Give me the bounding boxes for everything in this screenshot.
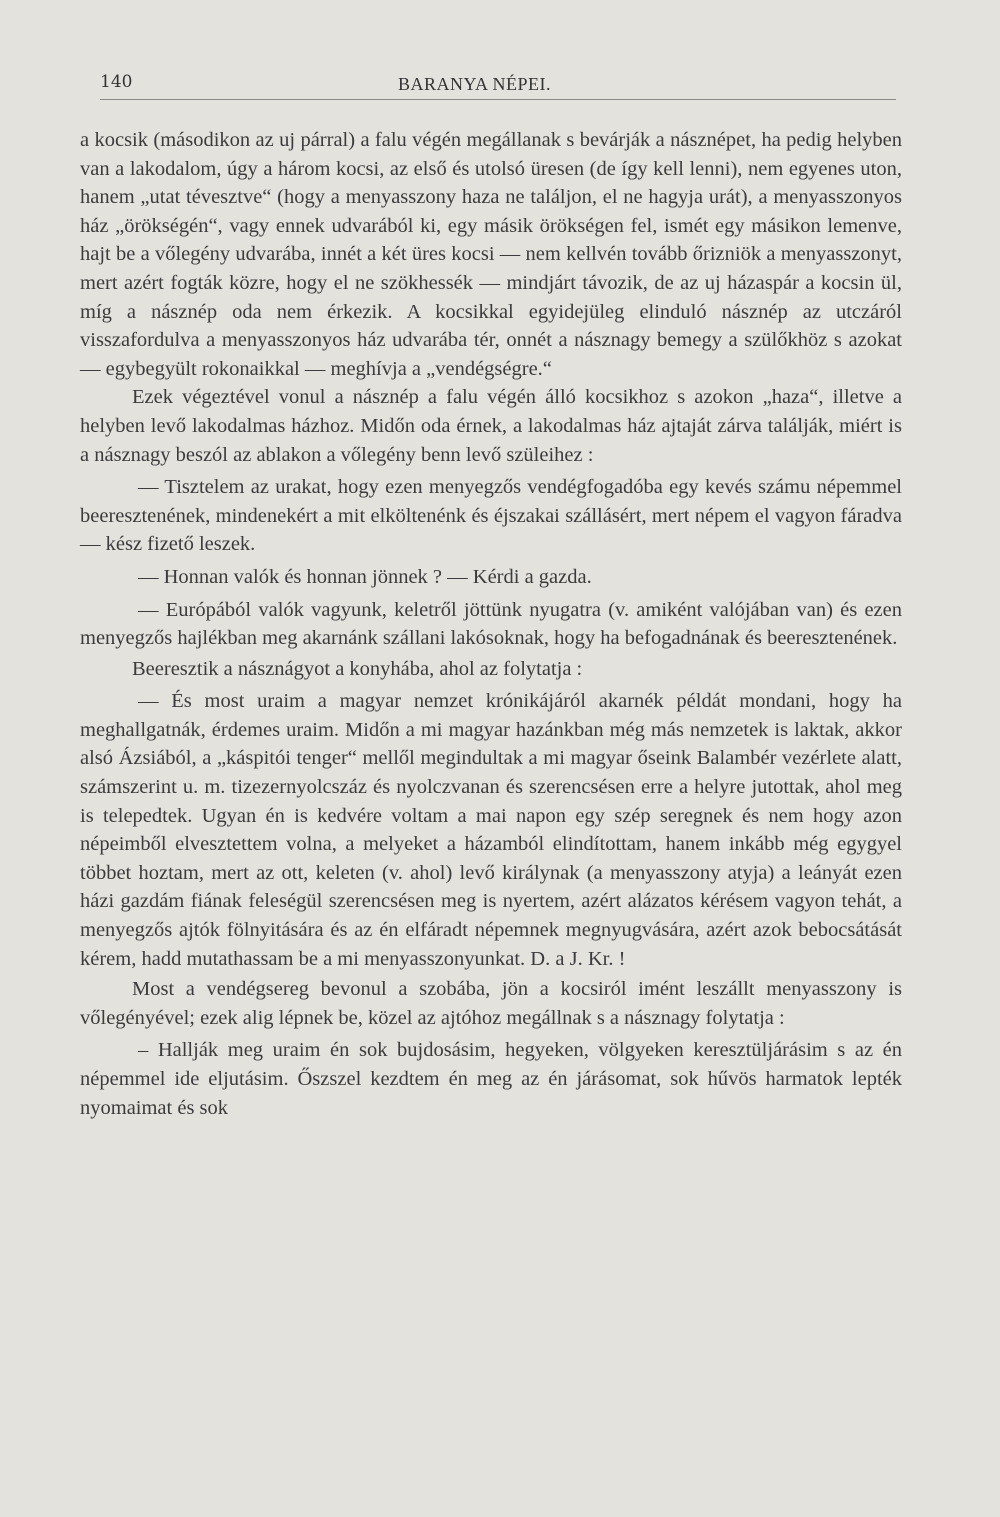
body-text (80, 126, 902, 1122)
running-title: BARANYA NÉPEI. (398, 74, 552, 94)
paragraph: — Európából valók vagyunk, keletről jöttünk nyugatra (v. amiként valójában van) és ezen menyegzős hajlékban meg akarnánk szállani lakósoknak, hogy ha befogadnának és beeresztenének. (80, 598, 902, 650)
paragraph: Beeresztik a násznágyot a konyhába, ahol az folytatja : (132, 657, 583, 680)
paragraph: a kocsik (másodikon az uj párral) a falu végén megállanak s bevárják a násznépet, ha pedig helyben van a lakodalom, úgy a három kocsi, az első és utolsó üresen (de így kell lenni), nem egyenes uton, hanem „utat tévesztve“ (hogy a menyasszony haza ne találjon, el ne hagyja urát), a menyasszonyos ház „örökségén“, vagy ennek udvarából ki, egy másik örökségen fel, ismét egy másikon lemenve, hajt be a vőlegény udvarába, innét a két üres kocsi — nem kellvén tovább őrizniök a menyasszonyt, mert azért fogták közre, hogy el ne szökhessék — mindjárt távozik, de az uj házaspár a kocsin ül, míg a násznép oda nem érkezik. A kocsikkal egyidejüleg elinduló násznép az utczáról visszafordulva a menyasszonyos ház udvarába tér, onnét a násznagy bemegy a szülőkhöz s azokat — egybegyült rokonaikkal — meghívja a „vendégségre.“ (80, 129, 902, 380)
paragraph: Ezek végeztével vonul a násznép a falu végén álló kocsikhoz s azokon „haza“, illetve a helyben levő lakodalmas házhoz. Midőn oda érnek, a lakodalmas ház ajtaját zárva találják, miért is a násznagy beszól az ablakon a vőlegény benn levő szüleihez : (80, 386, 902, 466)
page-header (100, 72, 895, 96)
page-number: 140 (100, 72, 133, 92)
paragraph: Most a vendégsereg bevonul a szobába, jön a kocsiról imént leszállt menyasszony is vőlegényével; ezek alig lépnek be, közel az ajtóhoz megállnak s a násznagy folytatja : (80, 978, 902, 1029)
header-rule (100, 99, 896, 100)
paragraph: – Hallják meg uraim én sok bujdosásim, hegyeken, völgyeken keresztüljárásim s az én népemmel ide eljutásim. Őszszel kezdtem én meg az én járásomat, sok hűvös harmatok lepték nyomaimat és sok (80, 1039, 902, 1119)
paragraph: — És most uraim a magyar nemzet krónikájáról akarnék példát mondani, hogy ha meghallgatnák, érdemes uraim. Midőn a mi magyar hazánkban még más nemzetek is laktak, akkor alsó Ázsiából, a „káspitói tenger“ mellől megindultak a mi magyar őseink Balambér vezérlete alatt, számszerint u. m. tizezernyolcszáz és nyolczvanan és szerencsésen erre a helyre jutottak, ahol meg is telepedtek. Ugyan én is kedvére voltam a mai napon egy szép seregnek és nem hogy azon népeimből elvesztettem volna, a melyeket a házamból elindítottam, hanem inkább még egygyel többet hoztam, mert az ott, keleten (v. ahol) levő királynak (a menyasszony atyja) a leányát ezen házi gazdám fiának feleségül szerencsésen meg is nyertem, azért alázatos kérésem vagyon tehát, a menyegzős ajtók fölnyitására és az én elfáradt népemnek megnyugvására, azért azok bebocsátását kérem, hadd mutathassam be a mi menyasszonyunkat. D. a J. Kr. ! (80, 690, 902, 970)
paragraph: — Tisztelem az urakat, hogy ezen menyegzős vendégfogadóba egy kevés számu népemmel beeresztenének, mindenekért a mit elköltenénk és éjszakai szállásért, mert népem el vagyon fáradva — kész fizető leszek. (80, 476, 902, 556)
paragraph: — Honnan valók és honnan jönnek ? — Kérdi a gazda. (138, 565, 592, 588)
